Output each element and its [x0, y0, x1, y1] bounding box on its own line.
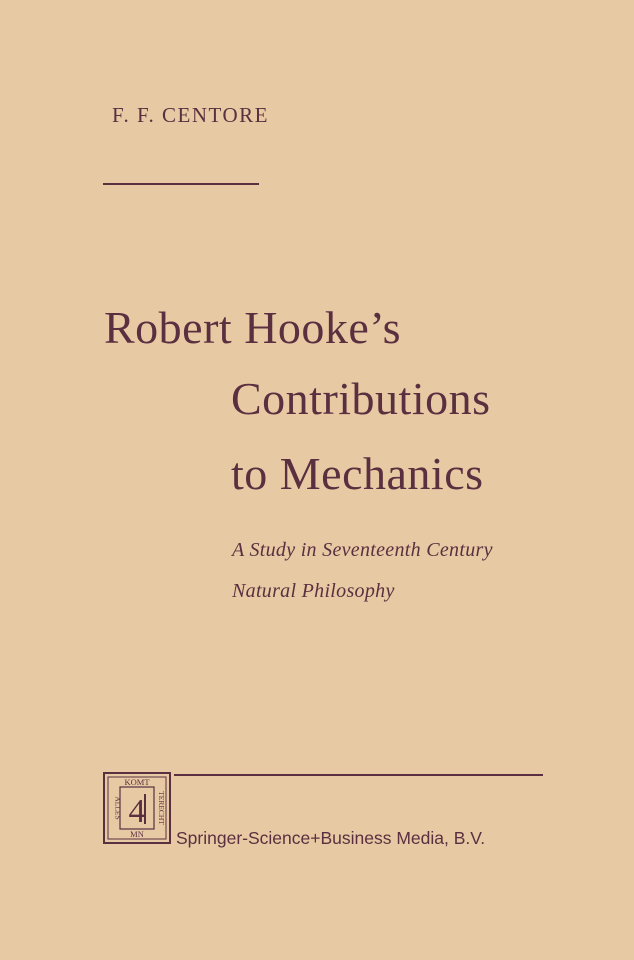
publisher-name: Springer-Science+Business Media, B.V. — [176, 828, 486, 848]
svg-text:ALLES: ALLES — [113, 796, 123, 820]
subtitle-line-2: Natural Philosophy — [232, 580, 395, 602]
svg-text:KOMT: KOMT — [124, 777, 150, 787]
author-divider — [103, 183, 259, 185]
publisher-seal-icon — [103, 772, 171, 844]
publisher-divider — [174, 774, 543, 776]
title-line-2: Contributions — [231, 373, 491, 424]
svg-text:MN: MN — [130, 829, 144, 839]
title-line-3: to Mechanics — [231, 448, 484, 499]
author-name: F. F. CENTORE — [112, 103, 269, 127]
subtitle-line-1: A Study in Seventeenth Century — [232, 539, 493, 561]
title-line-1: Robert Hooke’s — [104, 302, 402, 353]
svg-text:4: 4 — [128, 793, 146, 830]
svg-text:TERECHT: TERECHT — [157, 791, 166, 825]
